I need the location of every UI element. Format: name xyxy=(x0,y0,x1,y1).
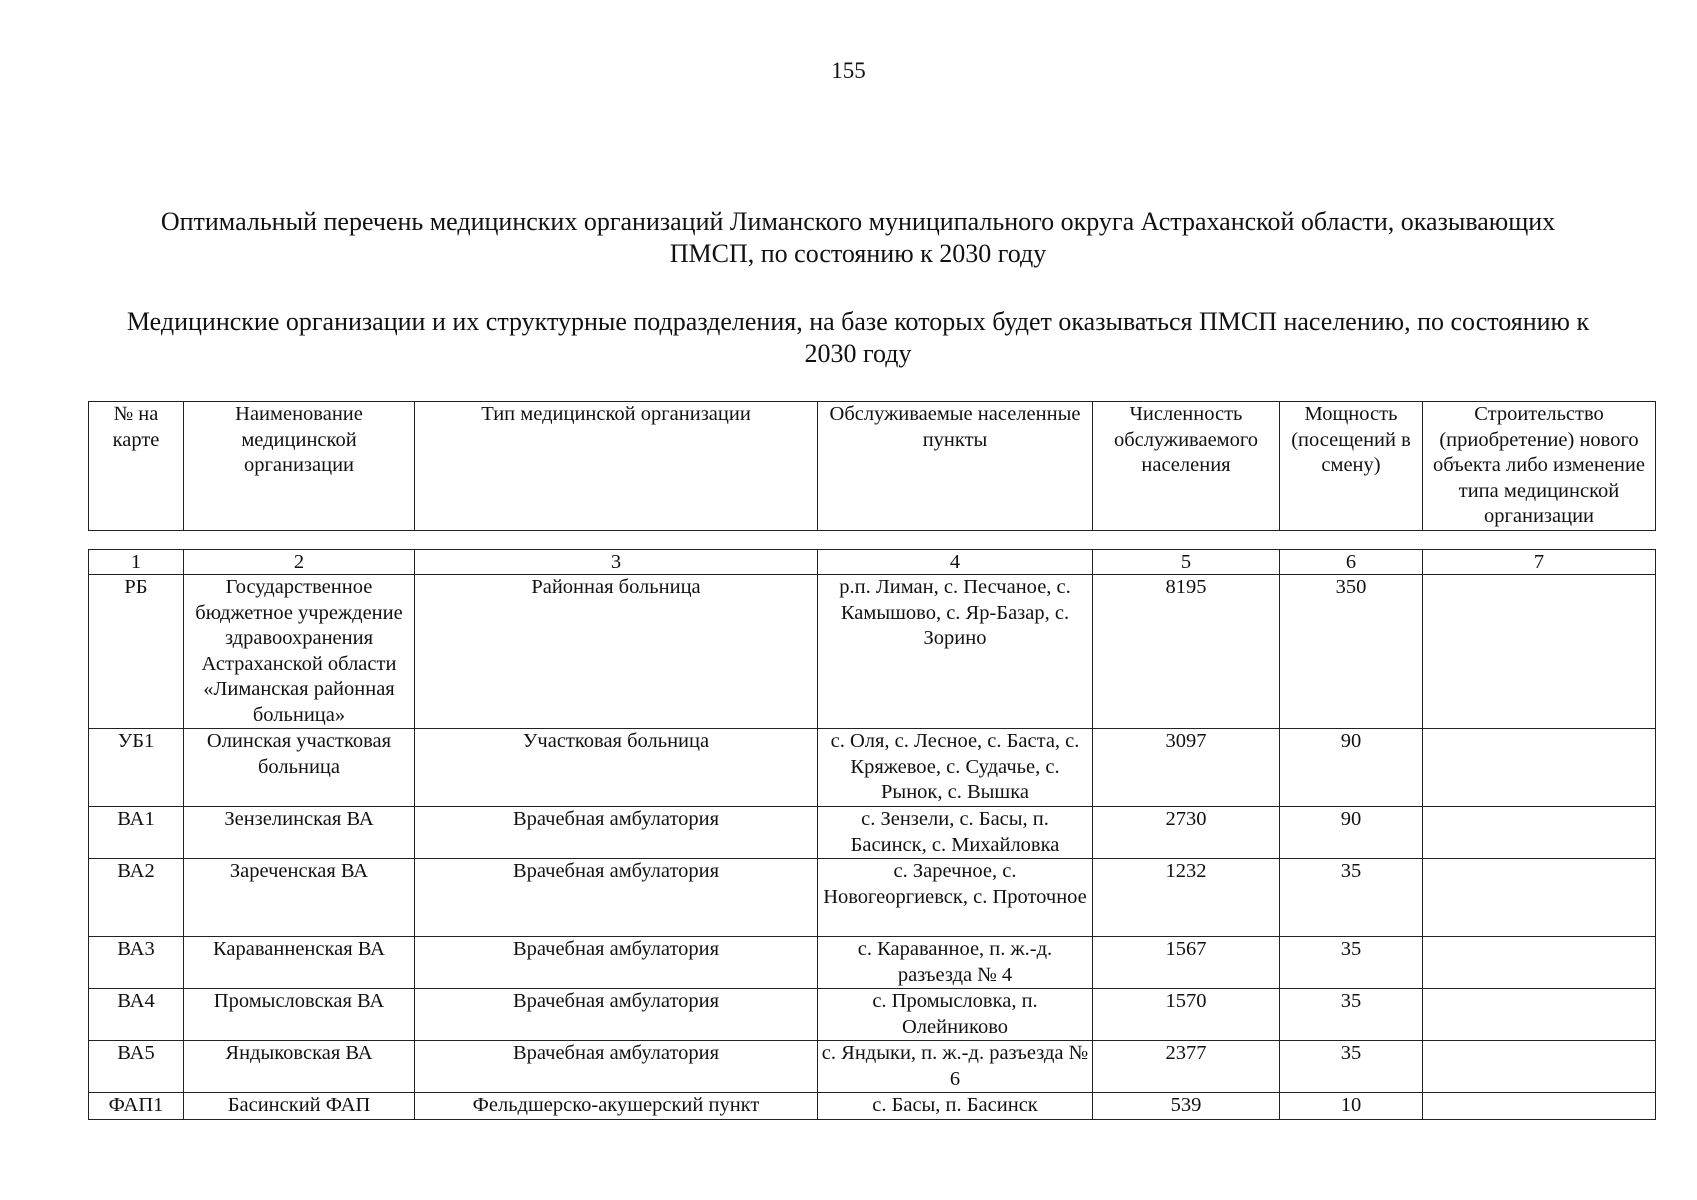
cell-construction xyxy=(1423,729,1656,807)
cell-organization-name: Олинская участковая больница xyxy=(184,729,415,807)
cell-population: 539 xyxy=(1093,1093,1280,1120)
cell-map-number: ВА2 xyxy=(89,859,184,937)
table-row xyxy=(89,859,1656,937)
header-cell-construction: Строительство (приобретение) нового объекта либо изменение типа медицинской организации xyxy=(1423,402,1656,531)
cell-map-number: ВА4 xyxy=(89,989,184,1041)
cell-organization-type: Районная больница xyxy=(415,575,818,729)
header-cell-map-number: № на карте xyxy=(89,402,184,531)
column-number: 6 xyxy=(1280,550,1423,575)
cell-population: 2377 xyxy=(1093,1041,1280,1093)
header-cell-organization-type: Тип медицинской организации xyxy=(415,402,818,531)
cell-served-settlements: с. Басы, п. Басинск xyxy=(818,1093,1093,1120)
cell-construction xyxy=(1423,575,1656,729)
cell-construction xyxy=(1423,859,1656,937)
cell-construction xyxy=(1423,1093,1656,1120)
cell-construction xyxy=(1423,937,1656,989)
cell-served-settlements: р.п. Лиман, с. Песчаное, с. Камышово, с. Яр-Базар, с. Зорино xyxy=(818,575,1093,729)
table-title: Медицинские организации и их структурные подразделения, на базе которых будет оказываться ПМСП населению, по состоянию к 2030 году xyxy=(126,307,1590,368)
cell-organization-type: Врачебная амбулатория xyxy=(415,989,818,1041)
cell-construction xyxy=(1423,989,1656,1041)
header-cell-organization-name: Наименование медицинской организации xyxy=(184,402,415,531)
cell-served-settlements: с. Промысловка, п. Олейниково xyxy=(818,989,1093,1041)
cell-map-number: РБ xyxy=(89,575,184,729)
cell-organization-type: Фельдшерско-акушерский пункт xyxy=(415,1093,818,1120)
cell-organization-name: Промысловская ВА xyxy=(184,989,415,1041)
cell-organization-type: Врачебная амбулатория xyxy=(415,937,818,989)
header-cell-population: Численность обслуживаемого населения xyxy=(1093,402,1280,531)
cell-capacity: 35 xyxy=(1280,937,1423,989)
header-row xyxy=(89,402,1656,531)
cell-construction xyxy=(1423,1041,1656,1093)
column-number: 7 xyxy=(1423,550,1656,575)
table-row xyxy=(89,937,1656,989)
cell-capacity: 90 xyxy=(1280,807,1423,859)
column-number: 5 xyxy=(1093,550,1280,575)
table-row xyxy=(89,575,1656,729)
header-cell-served-settlements: Обслуживаемые населенные пункты xyxy=(818,402,1093,531)
cell-capacity: 35 xyxy=(1280,859,1423,937)
cell-served-settlements: с. Оля, с. Лесное, с. Баста, с. Кряжевое, с. Судачье, с. Рынок, с. Вышка xyxy=(818,729,1093,807)
cell-organization-name: Государственное бюджетное учреждение здравоохранения Астраханской области «Лиманская районная больница» xyxy=(184,575,415,729)
column-number: 3 xyxy=(415,550,818,575)
cell-served-settlements: с. Зензели, с. Басы, п. Басинск, с. Михайловка xyxy=(818,807,1093,859)
cell-population: 1570 xyxy=(1093,989,1280,1041)
cell-construction xyxy=(1423,807,1656,859)
table-row xyxy=(89,729,1656,807)
column-number-row xyxy=(89,550,1656,575)
cell-population: 8195 xyxy=(1093,575,1280,729)
cell-organization-type: Врачебная амбулатория xyxy=(415,859,818,937)
document-title: Оптимальный перечень медицинских организаций Лиманского муниципального округа Астраханской области, оказывающих ПМСП, по состоянию к 2030 году xyxy=(160,207,1556,268)
column-number: 4 xyxy=(818,550,1093,575)
cell-capacity: 10 xyxy=(1280,1093,1423,1120)
column-number: 2 xyxy=(184,550,415,575)
data-table xyxy=(88,549,1656,1120)
cell-served-settlements: с. Заречное, с. Новогеоргиевск, с. Проточное xyxy=(818,859,1093,937)
cell-capacity: 90 xyxy=(1280,729,1423,807)
cell-organization-name: Зареченская ВА xyxy=(184,859,415,937)
table-row xyxy=(89,807,1656,859)
cell-map-number: ВА5 xyxy=(89,1041,184,1093)
header-cell-capacity: Мощность (посещений в смену) xyxy=(1280,402,1423,531)
cell-served-settlements: с. Яндыки, п. ж.-д. разъезда № 6 xyxy=(818,1041,1093,1093)
cell-capacity: 350 xyxy=(1280,575,1423,729)
table-header xyxy=(88,401,1656,531)
cell-served-settlements: с. Караванное, п. ж.-д. разъезда № 4 xyxy=(818,937,1093,989)
table-row xyxy=(89,989,1656,1041)
cell-organization-type: Участковая больница xyxy=(415,729,818,807)
page-number: 155 xyxy=(831,58,866,83)
cell-population: 3097 xyxy=(1093,729,1280,807)
table-row xyxy=(89,1041,1656,1093)
cell-population: 1232 xyxy=(1093,859,1280,937)
cell-organization-type: Врачебная амбулатория xyxy=(415,1041,818,1093)
cell-map-number: ВА1 xyxy=(89,807,184,859)
cell-map-number: УБ1 xyxy=(89,729,184,807)
cell-organization-name: Караванненская ВА xyxy=(184,937,415,989)
cell-capacity: 35 xyxy=(1280,989,1423,1041)
cell-population: 1567 xyxy=(1093,937,1280,989)
cell-organization-name: Зензелинская ВА xyxy=(184,807,415,859)
cell-organization-name: Басинский ФАП xyxy=(184,1093,415,1120)
cell-organization-type: Врачебная амбулатория xyxy=(415,807,818,859)
cell-map-number: ФАП1 xyxy=(89,1093,184,1120)
table-row xyxy=(89,1093,1656,1120)
cell-capacity: 35 xyxy=(1280,1041,1423,1093)
cell-organization-name: Яндыковская ВА xyxy=(184,1041,415,1093)
column-number: 1 xyxy=(89,550,184,575)
cell-map-number: ВА3 xyxy=(89,937,184,989)
cell-population: 2730 xyxy=(1093,807,1280,859)
